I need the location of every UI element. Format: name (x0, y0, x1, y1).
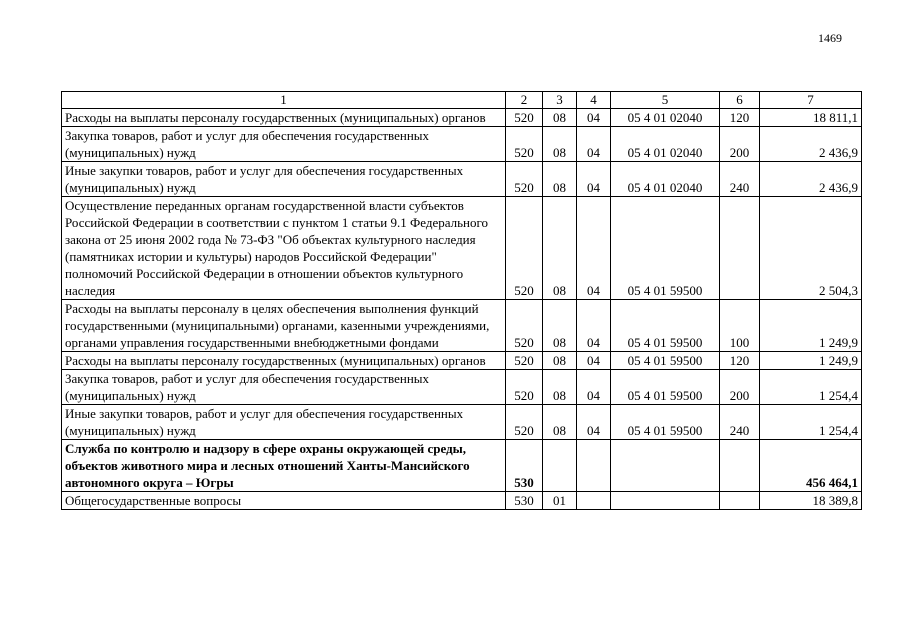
expense-type: 200 (720, 127, 760, 162)
expense-type (720, 492, 760, 510)
amount: 1 254,4 (760, 370, 862, 405)
ministry-code: 520 (506, 300, 543, 352)
target-article: 05 4 01 02040 (611, 109, 720, 127)
column-header-2: 2 (506, 92, 543, 109)
target-article: 05 4 01 02040 (611, 162, 720, 197)
ministry-code: 520 (506, 405, 543, 440)
section-code: 08 (543, 127, 577, 162)
ministry-code: 520 (506, 127, 543, 162)
amount: 2 436,9 (760, 127, 862, 162)
section-code: 08 (543, 370, 577, 405)
section-code: 08 (543, 405, 577, 440)
amount: 1 249,9 (760, 352, 862, 370)
expense-type: 240 (720, 162, 760, 197)
expense-type: 100 (720, 300, 760, 352)
subsection-code: 04 (577, 109, 611, 127)
section-code: 08 (543, 300, 577, 352)
ministry-code: 520 (506, 352, 543, 370)
row-name: Закупка товаров, работ и услуг для обеспечения государственных (муниципальных) нужд (62, 127, 506, 162)
table-row (62, 162, 862, 197)
expense-type (720, 197, 760, 300)
target-article: 05 4 01 59500 (611, 405, 720, 440)
subsection-code: 04 (577, 197, 611, 300)
section-code: 08 (543, 197, 577, 300)
amount: 1 249,9 (760, 300, 862, 352)
page-number: 1469 (818, 31, 842, 45)
expense-type: 120 (720, 109, 760, 127)
column-header-3: 3 (543, 92, 577, 109)
subsection-code: 04 (577, 370, 611, 405)
row-name: Расходы на выплаты персоналу государственных (муниципальных) органов (62, 109, 506, 127)
target-article (611, 492, 720, 510)
table-row (62, 109, 862, 127)
target-article (611, 440, 720, 492)
target-article: 05 4 01 02040 (611, 127, 720, 162)
subsection-code: 04 (577, 162, 611, 197)
ministry-code: 530 (506, 492, 543, 510)
column-header-6: 6 (720, 92, 760, 109)
table-row (62, 370, 862, 405)
target-article: 05 4 01 59500 (611, 300, 720, 352)
section-code (543, 440, 577, 492)
row-name: Общегосударственные вопросы (62, 492, 506, 510)
table-row (62, 440, 862, 492)
ministry-code: 520 (506, 197, 543, 300)
amount: 18 811,1 (760, 109, 862, 127)
table-row (62, 492, 862, 510)
header-row (62, 92, 862, 109)
row-name: Иные закупки товаров, работ и услуг для обеспечения государственных (муниципальных) нужд (62, 405, 506, 440)
section-code: 08 (543, 109, 577, 127)
table-row (62, 352, 862, 370)
ministry-code: 520 (506, 109, 543, 127)
expense-type: 120 (720, 352, 760, 370)
amount: 456 464,1 (760, 440, 862, 492)
table-row (62, 197, 862, 300)
section-code: 08 (543, 162, 577, 197)
subsection-code: 04 (577, 127, 611, 162)
target-article: 05 4 01 59500 (611, 197, 720, 300)
row-name: Расходы на выплаты персоналу государственных (муниципальных) органов (62, 352, 506, 370)
expense-type (720, 440, 760, 492)
row-name: Иные закупки товаров, работ и услуг для обеспечения государственных (муниципальных) нужд (62, 162, 506, 197)
expense-type: 200 (720, 370, 760, 405)
subsection-code (577, 492, 611, 510)
expense-type: 240 (720, 405, 760, 440)
table-row (62, 127, 862, 162)
ministry-code: 530 (506, 440, 543, 492)
column-header-7: 7 (760, 92, 862, 109)
target-article: 05 4 01 59500 (611, 370, 720, 405)
column-header-1: 1 (62, 92, 506, 109)
subsection-code (577, 440, 611, 492)
ministry-code: 520 (506, 162, 543, 197)
budget-table (61, 91, 862, 510)
column-header-5: 5 (611, 92, 720, 109)
ministry-code: 520 (506, 370, 543, 405)
amount: 2 436,9 (760, 162, 862, 197)
row-name: Закупка товаров, работ и услуг для обеспечения государственных (муниципальных) нужд (62, 370, 506, 405)
table-row (62, 405, 862, 440)
section-code: 08 (543, 352, 577, 370)
amount: 2 504,3 (760, 197, 862, 300)
subsection-code: 04 (577, 352, 611, 370)
amount: 1 254,4 (760, 405, 862, 440)
subsection-code: 04 (577, 300, 611, 352)
target-article: 05 4 01 59500 (611, 352, 720, 370)
amount: 18 389,8 (760, 492, 862, 510)
row-name: Осуществление переданных органам государственной власти субъектов Российской Федерации в соответствии с пунктом 1 статьи 9.1 Федерального закона от 25 июня 2002 года № 73-ФЗ "Об объектах культурного наследия (памятниках истории и культуры) народов Российской Федерации" полномочий Российской Федерации в отношении объектов культурного наследия (62, 197, 506, 300)
subsection-code: 04 (577, 405, 611, 440)
section-code: 01 (543, 492, 577, 510)
column-header-4: 4 (577, 92, 611, 109)
table-row (62, 300, 862, 352)
row-name: Расходы на выплаты персоналу в целях обеспечения выполнения функций государственными (муниципальными) органами, казенными учреждениями, органами управления государственными внебюджетными фондами (62, 300, 506, 352)
row-name: Служба по контролю и надзору в сфере охраны окружающей среды, объектов животного мира и лесных отношений Ханты-Мансийского автономного округа – Югры (62, 440, 506, 492)
